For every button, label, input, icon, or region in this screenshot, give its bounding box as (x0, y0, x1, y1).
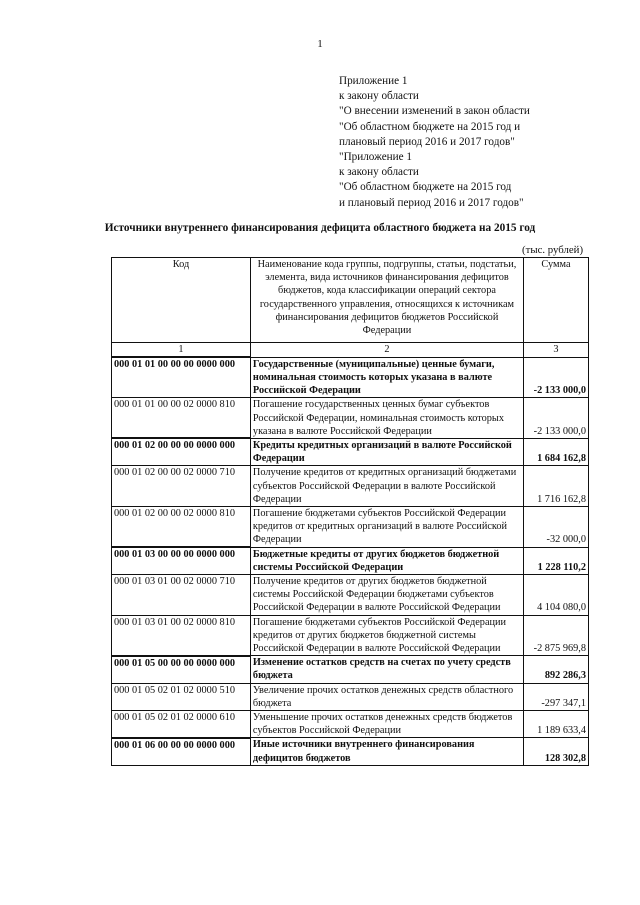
header-name: Наименование кода группы, подгруппы, статьи, подстатьи, элемента, вида источников финансирования дефицитов бюджетов, кода классификации операций сектора государственного управления, относящихся к источникам финансирования дефицитов бюджетов Российской Федерации (250, 258, 523, 343)
row-sum: 128 302,8 (524, 738, 589, 765)
row-name: Увеличение прочих остатков денежных средств областного бюджета (250, 683, 523, 710)
row-name: Бюджетные кредиты от других бюджетов бюджетной системы Российской Федерации (250, 547, 523, 574)
row-name: Изменение остатков средств на счетах по учету средств бюджета (250, 656, 523, 683)
row-code: 000 01 05 00 00 00 0000 000 (112, 656, 251, 683)
annex-line: плановый период 2016 и 2017 годов" (339, 135, 515, 148)
table-row (112, 710, 589, 737)
row-name: Погашение государственных ценных бумаг субъектов Российской Федерации, номинальная стоимость которых указана в валюте Российской Федерации (250, 398, 523, 439)
row-code: 000 01 03 01 00 02 0000 810 (112, 615, 251, 656)
header-code: Код (112, 258, 251, 343)
row-sum: 4 104 080,0 (524, 574, 589, 615)
page-number: 1 (317, 38, 323, 50)
column-number: 3 (524, 343, 589, 358)
row-code: 000 01 02 00 00 02 0000 810 (112, 506, 251, 547)
table-row (112, 683, 589, 710)
table-header-row (112, 258, 589, 343)
table-row (112, 438, 589, 465)
row-name: Получение кредитов от других бюджетов бюджетной системы Российской Федерации бюджетами субъектов Российской Федерации в валюте Российской Федерации (250, 574, 523, 615)
table-row (112, 466, 589, 507)
row-sum: -2 133 000,0 (524, 357, 589, 398)
row-code: 000 01 02 00 00 02 0000 710 (112, 466, 251, 507)
table-row (112, 738, 589, 765)
row-name: Получение кредитов от кредитных организаций бюджетами субъектов Российской Федерации в валюте Российской Федерации (250, 466, 523, 507)
row-code: 000 01 03 01 00 02 0000 710 (112, 574, 251, 615)
annex-line: к закону области (339, 166, 419, 179)
row-sum: 892 286,3 (524, 656, 589, 683)
column-number: 1 (112, 343, 251, 358)
row-code: 000 01 03 00 00 00 0000 000 (112, 547, 251, 574)
table-row (112, 506, 589, 547)
annex-line: "Приложение 1 (339, 151, 413, 164)
annex-line: "Об областном бюджете на 2015 год (339, 181, 512, 194)
row-code: 000 01 02 00 00 00 0000 000 (112, 438, 251, 465)
table-row (112, 656, 589, 683)
annex-line: и плановый период 2016 и 2017 годов" (339, 196, 524, 209)
table-row (112, 398, 589, 439)
units-label: (тыс. рублей) (522, 244, 584, 256)
row-sum: -297 347,1 (524, 683, 589, 710)
row-sum: -32 000,0 (524, 506, 589, 547)
row-name: Иные источники внутреннего финансирования дефицитов бюджетов (250, 738, 523, 765)
row-sum: 1 189 633,4 (524, 710, 589, 737)
column-number: 2 (250, 343, 523, 358)
table-row (112, 357, 589, 398)
row-name: Погашение бюджетами субъектов Российской Федерации кредитов от других бюджетов бюджетной системы Российской Федерации в валюте Российской Федерации (250, 615, 523, 656)
row-sum: 1 228 110,2 (524, 547, 589, 574)
row-code: 000 01 01 00 00 00 0000 000 (112, 357, 251, 398)
table-row (112, 547, 589, 574)
row-name: Государственные (муниципальные) ценные бумаги, номинальная стоимость которых указана в валюте Российской Федерации (250, 357, 523, 398)
annex-reference (339, 74, 530, 211)
row-code: 000 01 06 00 00 00 0000 000 (112, 738, 251, 765)
annex-line: Приложение 1 (339, 75, 408, 87)
row-sum: 1 716 162,8 (524, 466, 589, 507)
row-code: 000 01 01 00 00 02 0000 810 (112, 398, 251, 439)
header-sum: Сумма (524, 258, 589, 343)
row-sum: 1 684 162,8 (524, 438, 589, 465)
row-code: 000 01 05 02 01 02 0000 610 (112, 710, 251, 737)
document-title: Источники внутреннего финансирования дефицита областного бюджета на 2015 год (104, 222, 536, 234)
row-sum: -2 875 969,8 (524, 615, 589, 656)
row-name: Уменьшение прочих остатков денежных средств бюджетов субъектов Российской Федерации (250, 710, 523, 737)
annex-line: "Об областном бюджете на 2015 год и (339, 120, 521, 133)
annex-line: "О внесении изменений в закон области (339, 105, 530, 118)
row-name: Кредиты кредитных организаций в валюте Российской Федерации (250, 438, 523, 465)
row-sum: -2 133 000,0 (524, 398, 589, 439)
table-row (112, 574, 589, 615)
table-row (112, 615, 589, 656)
row-code: 000 01 05 02 01 02 0000 510 (112, 683, 251, 710)
row-name: Погашение бюджетами субъектов Российской Федерации кредитов от кредитных организаций в валюте Российской Федерации (250, 506, 523, 547)
financing-sources-table (111, 257, 589, 766)
column-number-row (112, 343, 589, 358)
annex-line: к закону области (339, 90, 419, 103)
